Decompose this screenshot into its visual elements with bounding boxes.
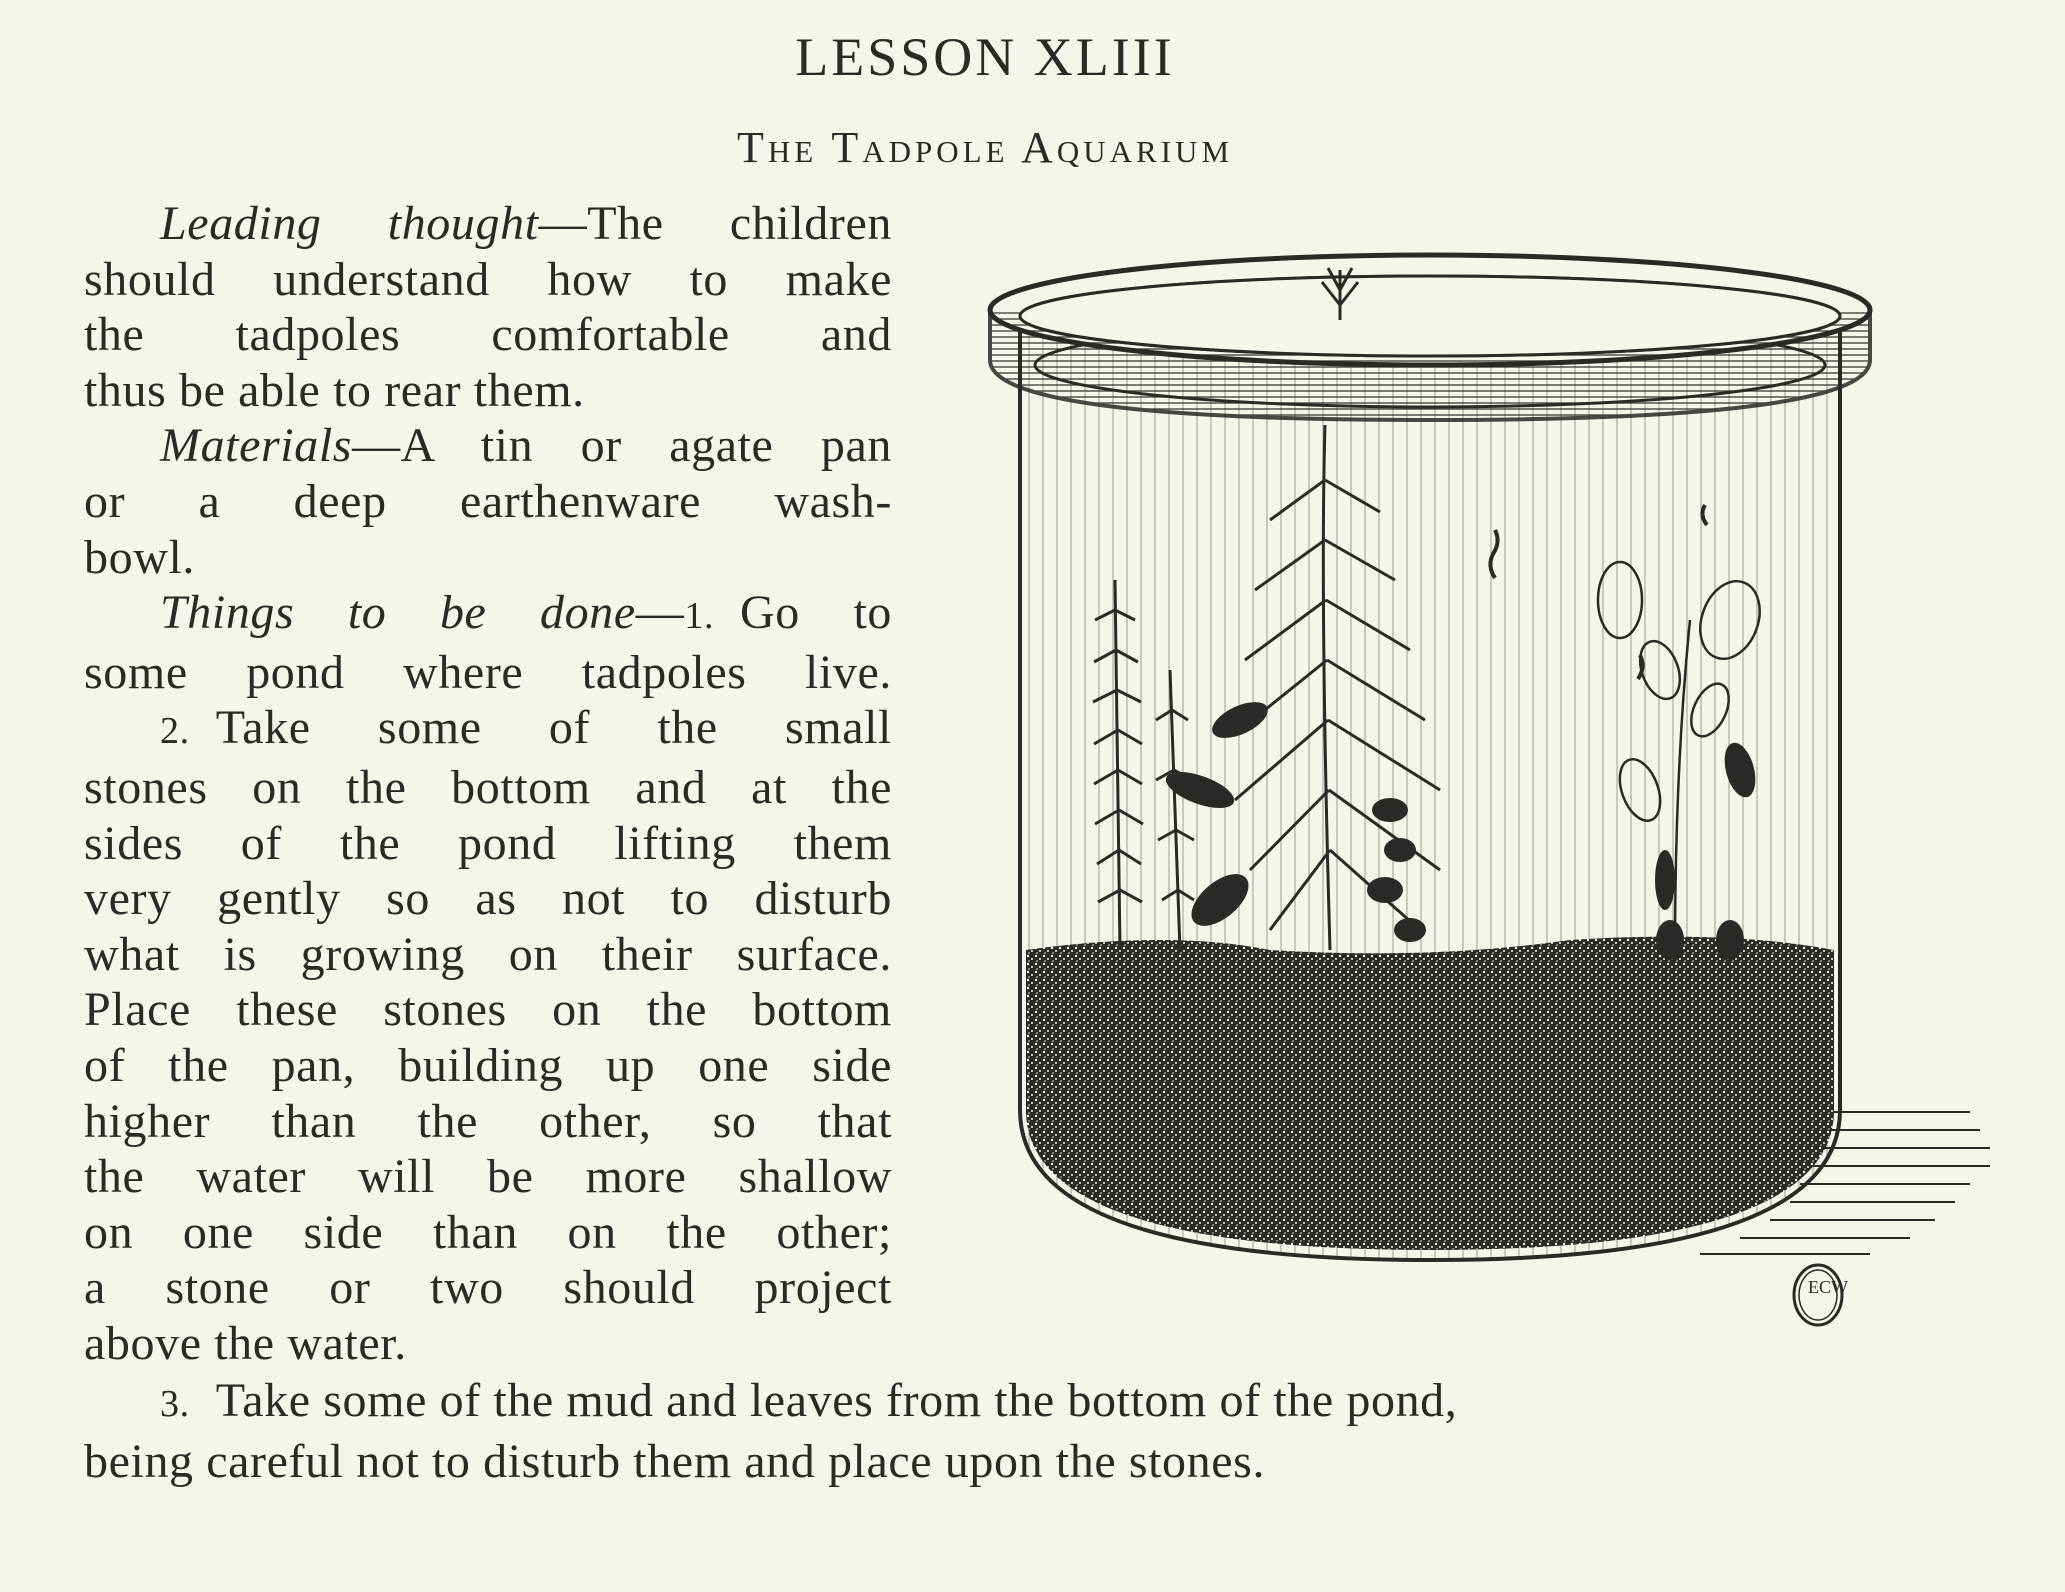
text-line: Take some of the small: [215, 701, 892, 755]
text-line: what is growing on their surface.: [84, 927, 892, 981]
step-2-line-1: [84, 700, 892, 760]
text-line: above the water.: [84, 1316, 407, 1370]
leading-thought-line-1: [84, 196, 892, 252]
text-line: of the pan, building up one side: [84, 1038, 892, 1092]
things-to-be-done-label: Things to be done: [160, 586, 636, 640]
text-line: Go to: [740, 586, 893, 640]
lesson-title: The Tadpole Aquarium: [736, 123, 1234, 172]
jar-drawing-icon: [970, 250, 2030, 1350]
text-line: thus be able to rear them.: [84, 363, 585, 417]
text-line: some pond where tadpoles live.: [84, 645, 892, 699]
leading-thought-label: Leading thought: [160, 197, 539, 250]
text-line: should understand how to make: [84, 252, 892, 306]
things-to-be-done-line-1: [84, 585, 892, 645]
step-number-1: 1.: [684, 595, 715, 638]
step-3-paragraph: [84, 1372, 1894, 1490]
left-text-column: [84, 196, 892, 1371]
svg-text:ECW: ECW: [1808, 1277, 1848, 1297]
text-line: bowl.: [84, 530, 195, 584]
text-line: a stone or two should project: [84, 1261, 892, 1315]
text-line: A tin or agate pan: [400, 419, 892, 473]
text-line: Take some of the mud and leaves from the bottom of the pond,: [215, 1374, 1458, 1427]
text-line: being careful not to disturb them and place upon the stones.: [84, 1435, 1266, 1488]
step-3-line-1: [84, 1372, 1894, 1433]
text-line: stones on the bottom and at the: [84, 760, 892, 814]
text-line: on one side than on the other;: [84, 1205, 892, 1259]
dash: —: [352, 419, 401, 473]
text-line: higher than the other, so that: [84, 1094, 892, 1148]
step-number-2: 2.: [160, 710, 190, 753]
text-line: Place these stones on the bottom: [84, 983, 892, 1037]
text-line: sides of the pond lifting them: [84, 816, 892, 870]
artist-monogram: [1794, 1265, 1848, 1325]
text-line: or a deep earthenware wash-: [84, 474, 892, 528]
dash: —: [635, 586, 685, 640]
text-line: The children: [587, 197, 892, 250]
aquarium-jar-illustration: [970, 250, 2030, 1350]
text-line: the water will be more shallow: [84, 1150, 892, 1204]
step-number-3: 3.: [160, 1383, 190, 1425]
text-line: the tadpoles comfortable and: [84, 308, 892, 362]
text-line: very gently so as not to disturb: [84, 872, 892, 926]
materials-label: Materials: [160, 419, 353, 473]
materials-line-1: [84, 418, 892, 474]
lesson-number-heading: LESSON XLIII: [795, 27, 1175, 87]
dash: —: [538, 197, 588, 250]
